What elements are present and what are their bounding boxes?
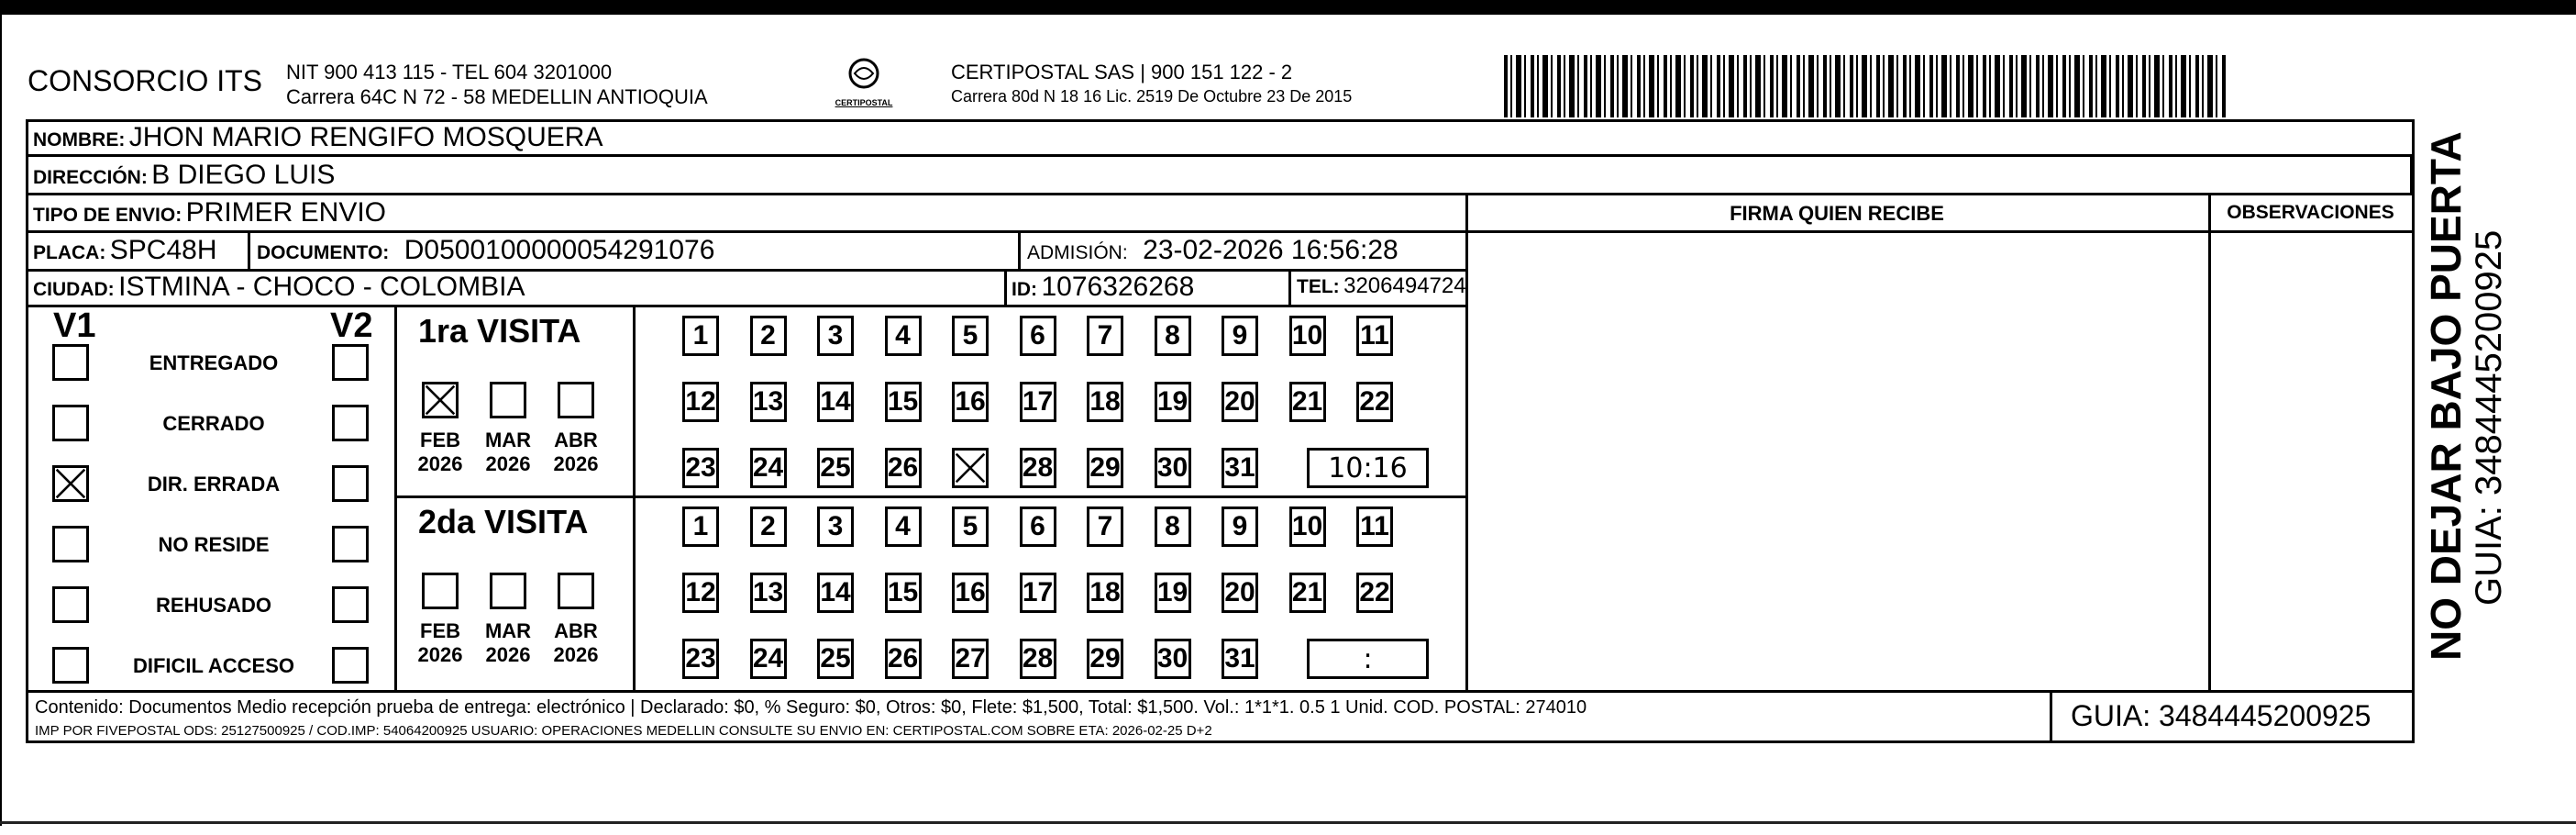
day-box-0-25[interactable]: 25	[817, 448, 854, 488]
tipo-envio-label: TIPO DE ENVIO:	[33, 205, 182, 226]
v1-checkbox-1[interactable]	[52, 405, 89, 441]
day-box-0-28[interactable]: 28	[1020, 448, 1056, 488]
day-box-1-27[interactable]: 27	[952, 639, 989, 679]
company-info-line2: Carrera 64C N 72 - 58 MEDELLIN ANTIOQUIA	[286, 85, 708, 108]
day-box-0-9[interactable]: 9	[1222, 316, 1258, 356]
observaciones-label: OBSERVACIONES	[2227, 202, 2394, 223]
day-box-0-10[interactable]: 10	[1289, 316, 1326, 356]
x-mark-icon	[425, 384, 456, 416]
day-box-1-29[interactable]: 29	[1087, 639, 1123, 679]
v2-header: V2	[330, 306, 373, 345]
day-box-1-23[interactable]: 23	[682, 639, 719, 679]
day-box-1-18[interactable]: 18	[1087, 573, 1123, 613]
day-box-1-2[interactable]: 2	[750, 507, 787, 547]
carrier-line1: CERTIPOSTAL SAS | 900 151 122 - 2	[951, 61, 1293, 84]
logo-text: CERTIPOSTAL	[835, 98, 893, 107]
v2-checkbox-5[interactable]	[332, 647, 369, 684]
day-box-1-1[interactable]: 1	[682, 507, 719, 547]
day-box-0-1[interactable]: 1	[682, 316, 719, 356]
day-box-1-20[interactable]: 20	[1222, 573, 1258, 613]
month-checkbox-1-0[interactable]	[422, 573, 459, 609]
month-year: 2026	[485, 643, 531, 666]
direccion-label: DIRECCIÓN:	[33, 167, 148, 188]
month-name: MAR	[484, 429, 532, 451]
tipo-envio-value: PRIMER ENVIO	[185, 197, 387, 228]
month-name: FEB	[420, 619, 460, 642]
tipo-envio-row	[33, 197, 386, 228]
day-box-0-5[interactable]: 5	[952, 316, 989, 356]
bottom-edge	[0, 821, 2576, 824]
day-box-1-17[interactable]: 17	[1020, 573, 1056, 613]
id-value: 1076326268	[1041, 272, 1195, 302]
day-box-1-5[interactable]: 5	[952, 507, 989, 547]
month-name: MAR	[484, 619, 532, 642]
documento-value: D0500100000054291076	[404, 235, 715, 265]
day-box-1-8[interactable]: 8	[1155, 507, 1191, 547]
status-label-2: DIR. ERRADA	[147, 473, 281, 495]
day-box-1-24[interactable]: 24	[750, 639, 787, 679]
day-box-1-10[interactable]: 10	[1289, 507, 1326, 547]
placa-value: SPC48H	[109, 235, 217, 265]
day-box-1-12[interactable]: 12	[682, 573, 719, 613]
company-info-line1: NIT 900 413 115 - TEL 604 3201000	[286, 61, 613, 84]
visit-time-box-0[interactable]: 10:16	[1307, 448, 1429, 488]
day-box-1-9[interactable]: 9	[1222, 507, 1258, 547]
day-box-1-26[interactable]: 26	[885, 639, 922, 679]
month-label-1-0	[411, 619, 470, 667]
footer-guia: GUIA: 3484445200925	[2071, 699, 2371, 732]
month-checkbox-0-2[interactable]	[558, 382, 594, 418]
month-year: 2026	[553, 643, 599, 666]
day-box-0-4[interactable]: 4	[885, 316, 922, 356]
day-box-1-6[interactable]: 6	[1020, 507, 1056, 547]
footer-contenido: Contenido: Documentos Medio recepción prueba de entrega: electrónico | Declarado: $0, % Seguro: $0, Otros: $0, Flete: $1,500, Total: $1,500. Vol.: 1*1*1. 0.5 1 Unid. COD. POSTAL: 274010	[35, 697, 1587, 718]
top-border	[0, 0, 2576, 15]
tel-label: TEL:	[1297, 276, 1340, 297]
id-field	[1012, 272, 1194, 303]
day-box-1-31[interactable]: 31	[1222, 639, 1258, 679]
day-box-0-31[interactable]: 31	[1222, 448, 1258, 488]
carrier-line2: Carrera 80d N 18 16 Lic. 2519 De Octubre 23 De 2015	[951, 87, 1353, 106]
left-edge	[0, 0, 6, 826]
ciudad-label: CIUDAD:	[33, 279, 115, 300]
day-box-0-2[interactable]: 2	[750, 316, 787, 356]
ciudad-value: ISTMINA - CHOCO - COLOMBIA	[118, 272, 525, 302]
month-name: FEB	[420, 429, 460, 451]
day-box-0-27[interactable]	[952, 448, 989, 488]
direccion-value: B DIEGO LUIS	[151, 160, 336, 190]
month-label-0-2	[547, 429, 605, 476]
day-box-0-29[interactable]: 29	[1087, 448, 1123, 488]
month-checkbox-1-1[interactable]	[490, 573, 526, 609]
day-box-0-18[interactable]: 18	[1087, 382, 1123, 422]
v1-header: V1	[53, 306, 96, 345]
visit-time-box-1[interactable]: :	[1307, 639, 1429, 679]
month-checkbox-0-0[interactable]	[422, 382, 459, 418]
day-box-1-19[interactable]: 19	[1155, 573, 1191, 613]
documento-label: DOCUMENTO:	[257, 242, 390, 263]
day-box-0-11[interactable]: 11	[1356, 316, 1393, 356]
certipostal-logo	[835, 57, 893, 107]
day-box-0-14[interactable]: 14	[817, 382, 854, 422]
footer-impresion: IMP POR FIVEPOSTAL ODS: 25127500925 / COD.IMP: 54064200925 USUARIO: OPERACIONES MEDELLIN CONSULTE SU ENVIO EN: CERTIPOSTAL.COM SOBRE ETA: 2026-02-25 D+2	[35, 723, 1212, 739]
day-box-1-22[interactable]: 22	[1356, 573, 1393, 613]
v1-checkbox-5[interactable]	[52, 647, 89, 684]
day-box-1-30[interactable]: 30	[1155, 639, 1191, 679]
nombre-label: NOMBRE:	[33, 129, 126, 150]
v2-checkbox-4[interactable]	[332, 586, 369, 623]
month-label-1-1	[479, 619, 537, 667]
side-warning: NO DEJAR BAJO PUERTA	[2422, 131, 2470, 661]
day-box-1-15[interactable]: 15	[885, 573, 922, 613]
side-guia: GUIA: 3484445200925	[2469, 229, 2509, 606]
status-label-3: NO RESIDE	[158, 533, 270, 556]
day-box-1-7[interactable]: 7	[1087, 507, 1123, 547]
day-box-0-20[interactable]: 20	[1222, 382, 1258, 422]
day-box-0-7[interactable]: 7	[1087, 316, 1123, 356]
visit-title-0: 1ra VISITA	[418, 312, 581, 350]
status-label-0: ENTREGADO	[149, 351, 279, 374]
nombre-value: JHON MARIO RENGIFO MOSQUERA	[128, 122, 603, 152]
id-label: ID:	[1012, 279, 1037, 300]
v1-checkbox-2[interactable]	[52, 465, 89, 502]
month-label-1-2	[547, 619, 605, 667]
day-box-0-16[interactable]: 16	[952, 382, 989, 422]
month-year: 2026	[417, 452, 463, 475]
day-box-0-30[interactable]: 30	[1155, 448, 1191, 488]
v2-checkbox-0[interactable]	[332, 344, 369, 381]
day-box-0-19[interactable]: 19	[1155, 382, 1191, 422]
day-box-0-13[interactable]: 13	[750, 382, 787, 422]
admision-field	[1027, 235, 1399, 266]
day-box-1-25[interactable]: 25	[817, 639, 854, 679]
day-box-0-26[interactable]: 26	[885, 448, 922, 488]
day-box-0-21[interactable]: 21	[1289, 382, 1326, 422]
v1-checkbox-0[interactable]	[52, 344, 89, 381]
placa-label: PLACA:	[33, 242, 106, 263]
admision-label: ADMISIÓN:	[1027, 242, 1128, 263]
v2-checkbox-1[interactable]	[332, 405, 369, 441]
day-box-1-13[interactable]: 13	[750, 573, 787, 613]
day-box-1-21[interactable]: 21	[1289, 573, 1326, 613]
month-year: 2026	[417, 643, 463, 666]
day-box-0-3[interactable]: 3	[817, 316, 854, 356]
day-box-0-17[interactable]: 17	[1020, 382, 1056, 422]
x-mark-icon	[55, 468, 86, 499]
day-box-1-4[interactable]: 4	[885, 507, 922, 547]
x-mark-icon	[955, 451, 986, 484]
firma-label: FIRMA QUIEN RECIBE	[1730, 202, 1944, 225]
tel-value: 3206494724	[1343, 273, 1466, 298]
month-label-0-0	[411, 429, 470, 476]
status-label-4: REHUSADO	[156, 594, 271, 617]
month-year: 2026	[553, 452, 599, 475]
day-box-0-24[interactable]: 24	[750, 448, 787, 488]
day-box-0-12[interactable]: 12	[682, 382, 719, 422]
nombre-row	[33, 122, 603, 153]
day-box-0-23[interactable]: 23	[682, 448, 719, 488]
day-box-1-28[interactable]: 28	[1020, 639, 1056, 679]
logo-seal-icon	[844, 57, 884, 94]
v2-checkbox-2[interactable]	[332, 465, 369, 502]
day-box-1-14[interactable]: 14	[817, 573, 854, 613]
day-box-0-15[interactable]: 15	[885, 382, 922, 422]
month-year: 2026	[485, 452, 531, 475]
tel-field	[1297, 273, 1466, 299]
day-box-0-6[interactable]: 6	[1020, 316, 1056, 356]
month-checkbox-1-2[interactable]	[558, 573, 594, 609]
month-name: ABR	[554, 619, 598, 642]
day-box-1-3[interactable]: 3	[817, 507, 854, 547]
company-name: CONSORCIO ITS	[28, 64, 263, 97]
visit-title-1: 2da VISITA	[418, 503, 589, 540]
day-box-0-22[interactable]: 22	[1356, 382, 1393, 422]
direccion-row	[33, 160, 335, 191]
day-box-0-8[interactable]: 8	[1155, 316, 1191, 356]
placa-field	[33, 235, 217, 266]
documento-field	[257, 235, 714, 266]
v2-checkbox-3[interactable]	[332, 526, 369, 562]
status-label-1: CERRADO	[162, 412, 265, 435]
month-label-0-1	[479, 429, 537, 476]
ciudad-field	[33, 272, 525, 303]
v1-checkbox-4[interactable]	[52, 586, 89, 623]
month-checkbox-0-1[interactable]	[490, 382, 526, 418]
status-label-5: DIFICIL ACCESO	[132, 654, 294, 677]
admision-value: 23-02-2026 16:56:28	[1143, 235, 1399, 265]
barcode	[1504, 55, 2228, 117]
v1-checkbox-3[interactable]	[52, 526, 89, 562]
day-box-1-16[interactable]: 16	[952, 573, 989, 613]
month-name: ABR	[554, 429, 598, 451]
day-box-1-11[interactable]: 11	[1356, 507, 1393, 547]
